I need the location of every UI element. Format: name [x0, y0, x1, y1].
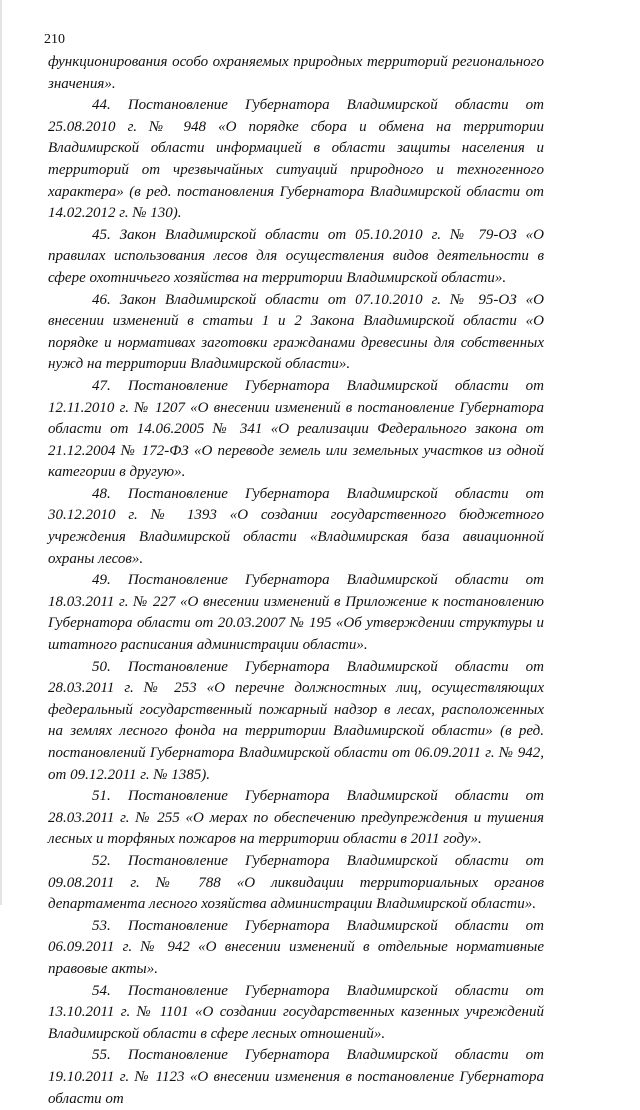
paragraph-continuation: функционирования особо охраняемых природных территорий регионального значения».: [48, 54, 544, 92]
paragraph-item-54: 54. Постановление Губернатора Владимирской области от 13.10.2011 г. № 1101 «О создании государственных казенных учреждений Владимирской области в сфере лесных отношений».: [48, 982, 544, 1042]
paragraph-item-47: 47. Постановление Губернатора Владимирской области от 12.11.2010 г. № 1207 «О внесении изменений в постановление Губернатора области от 14.06.2005 № 341 «О реализации Федерального закона от 21.12.2004 № 172-ФЗ «О переводе земель или земельных участков из одной категории в другую».: [48, 377, 544, 481]
paragraph-item-52: 52. Постановление Губернатора Владимирской области от 09.08.2011 г. № 788 «О ликвидации территориальных органов департамента лесного хозяйства администрации Владимирской области».: [48, 852, 544, 913]
paragraph-item-48: 48. Постановление Губернатора Владимирской области от 30.12.2010 г. № 1393 «О создании государственного бюджетного учреждения Владимирской области «Владимирская база авиационной охраны лесов».: [48, 485, 544, 567]
paragraph-item-45: 45. Закон Владимирской области от 05.10.2010 г. № 79-ОЗ «О правилах использования лесов для осуществления видов деятельности в сфере охотничьего хозяйства на территории Владимирской области».: [48, 226, 544, 286]
paragraph-item-46: 46. Закон Владимирской области от 07.10.2010 г. № 95-ОЗ «О внесении изменений в статьи 1 и 2 Закона Владимирской области «О порядке и нормативах заготовки гражданами древесины для собственных нужд на территории Владимирской области».: [48, 291, 544, 373]
paragraph-item-50: 50. Постановление Губернатора Владимирской области от 28.03.2011 г. № 253 «О перечне должностных лиц, осуществляющих федеральный государственный пожарный надзор в лесах, расположенных на землях лесного фонда на территории Владимирской области» (в ред. постановлений Губернатора Владимирской области от 06.09.2011 г. № 942, от 09.12.2011 г. № 1385).: [48, 658, 544, 783]
paragraph-item-51: 51. Постановление Губернатора Владимирской области от 28.03.2011 г. № 255 «О мерах по обеспечению предупреждения и тушения лесных и торфяных пожаров на территории области в 2011 году».: [48, 788, 544, 848]
paragraph-item-53: 53. Постановление Губернатора Владимирской области от 06.09.2011 г. № 942 «О внесении изменений в отдельные нормативные правовые акты».: [48, 917, 544, 977]
page-number: 210: [44, 32, 65, 47]
page-edge-shadow: [0, 0, 2, 905]
document-body: [48, 52, 544, 1110]
paragraph-item-44: 44. Постановление Губернатора Владимирской области от 25.08.2010 г. № 948 «О порядке сбора и обмена на территории Владимирской области информацией в области защиты населения и территорий от чрезвычайных ситуаций природного и техногенного характера» (в ред. постановления Губернатора Владимирской области от 14.02.2012 г. № 130).: [48, 97, 544, 222]
paragraph-item-49: 49. Постановление Губернатора Владимирской области от 18.03.2011 г. № 227 «О внесении изменений в Приложение к постановлению Губернатора области от 20.03.2007 № 195 «Об утверждении структуры и штатного расписания администрации области».: [48, 572, 544, 654]
paragraph-item-55: 55. Постановление Губернатора Владимирской области от 19.10.2011 г. № 1123 «О внесении изменения в постановление Губернатора области от: [48, 1047, 544, 1107]
